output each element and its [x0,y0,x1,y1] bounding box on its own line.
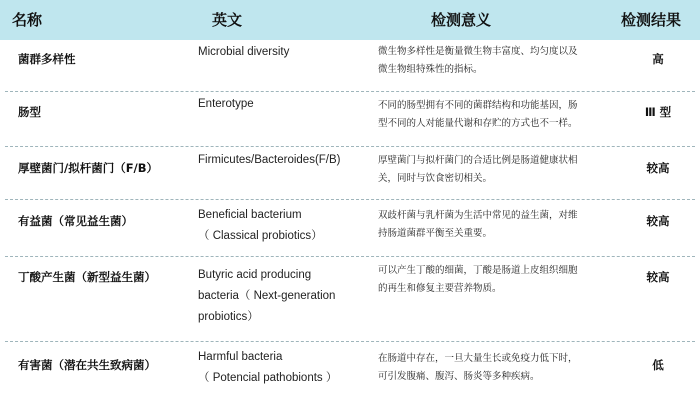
row-1-meaning-line: 微生物组特殊性的指标。 [378,64,483,75]
row-2-meaning-line: 型不同的人对能量代谢和存贮的方式也不一样。 [378,118,578,129]
row-1-english [198,42,289,63]
row-divider [5,199,695,201]
header-result: 检测结果 [621,11,682,29]
row-6-name: 有害菌（潜在共生致病菌） [18,358,156,372]
row-2-english-line: Enterotype [198,98,254,110]
row-4-name: 有益菌（常见益生菌） [18,214,133,228]
row-3-meaning-line: 厚壁菌门与拟杆菌门的合适比例是肠道健康状相 [378,155,578,166]
row-4-english-line: Beneficial bacterium [198,209,302,221]
row-divider [5,341,695,343]
header-meaning: 检测意义 [431,11,492,29]
row-divider [5,146,695,148]
row-2-meaning [378,97,578,133]
row-6-result: 低 [652,358,664,372]
row-1-result: 高 [652,52,664,66]
row-5-meaning-line: 可以产生丁酸的细菌，丁酸是肠道上皮组织细胞 [378,265,578,276]
row-6-english [198,347,337,389]
row-1-name: 菌群多样性 [18,52,76,66]
row-5-name: 丁酸产生菌（新型益生菌） [18,270,156,284]
header-english: 英文 [212,11,243,29]
row-3-name: 厚壁菌门/拟杆菌门（F/B） [18,161,159,175]
row-2-english [198,94,254,115]
row-3-english-line: Firmicutes/Bacteroides(F/B) [198,154,341,166]
row-3-meaning [378,152,578,188]
row-4-english-line: （ Classical probiotics） [198,230,323,242]
row-6-meaning [378,350,578,386]
header-name: 名称 [12,11,43,29]
row-6-english-line: Harmful bacteria [198,351,283,363]
row-5-english-line: Butyric acid producing [198,269,312,281]
row-6-meaning-line: 可引发腹痛、腹泻、肠炎等多种疾病。 [378,371,540,382]
row-5-meaning [378,262,578,298]
row-5-english [198,265,335,328]
row-4-meaning-line: 持肠道菌群平衡至关重要。 [378,228,493,239]
row-4-meaning-line: 双歧杆菌与乳杆菌为生活中常见的益生菌，对维 [378,210,578,221]
row-2-meaning-line: 不同的肠型拥有不同的菌群结构和功能基因，肠 [378,100,578,111]
row-5-english-line: bacteria（ Next-generation [198,290,336,302]
row-1-english-line: Microbial diversity [198,46,290,58]
row-2-result: Ⅲ 型 [644,105,672,119]
row-3-result: 较高 [646,161,670,175]
row-divider [5,91,695,93]
row-1-meaning-line: 微生物多样性是衡量微生物丰富度、均匀度以及 [378,46,578,57]
row-4-english [198,205,323,247]
row-5-result: 较高 [646,270,670,284]
row-3-meaning-line: 关，同时与饮食密切相关。 [378,173,493,184]
row-4-meaning [378,207,578,243]
row-6-meaning-line: 在肠道中存在，一旦大量生长或免疫力低下时， [378,353,578,364]
row-3-english [198,150,341,171]
row-5-english-line: probiotics） [198,311,259,323]
row-6-english-line: （ Potencial pathobionts ） [198,372,338,384]
row-2-name: 肠型 [18,105,41,119]
row-4-result: 较高 [646,214,670,228]
table-header [0,0,700,40]
row-1-meaning [378,43,578,79]
row-divider [5,256,695,258]
row-5-meaning-line: 的再生和修复主要营养物质。 [378,283,502,294]
